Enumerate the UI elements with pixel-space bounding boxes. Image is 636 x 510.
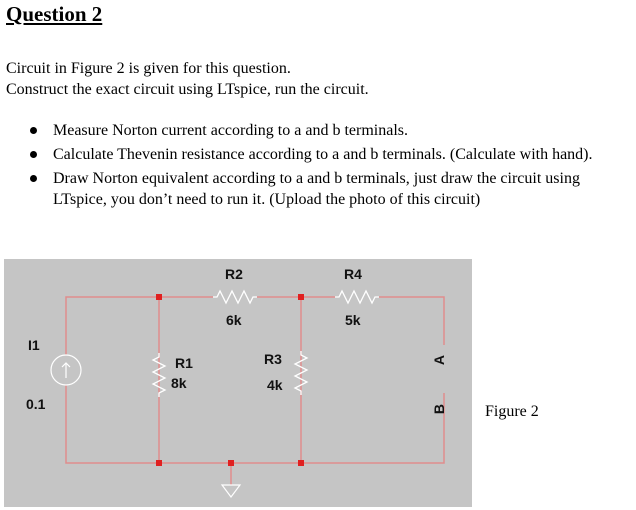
junction-node [228, 460, 234, 466]
junction-node [156, 294, 162, 300]
r1-name: R1 [175, 355, 193, 371]
r4-value: 5k [345, 312, 361, 328]
intro-line-1: Circuit in Figure 2 is given for this question. [6, 60, 291, 77]
bullet-icon [30, 175, 37, 182]
question-title: Question 2 [6, 2, 103, 26]
bullet-icon [30, 127, 37, 134]
task-list [0, 120, 636, 213]
r2-value: 6k [226, 312, 242, 328]
r3-name: R3 [264, 351, 282, 367]
source-value: 0.1 [26, 396, 46, 412]
figure-caption: Figure 2 [485, 403, 539, 420]
r3-value: 4k [267, 377, 283, 393]
junction-node [298, 460, 304, 466]
r2-name: R2 [225, 266, 243, 282]
junction-node [156, 460, 162, 466]
task-item: Measure Norton current according to a and b terminals. [0, 120, 636, 141]
task-item: Draw Norton equivalent according to a and b terminals, just draw the circuit using LTspice, you don’t need to run it. (Upload the photo of this circuit) [0, 168, 636, 210]
terminal-b-label: B [431, 403, 447, 415]
intro-text [6, 58, 369, 100]
task-item: Calculate Thevenin resistance according to a and b terminals. (Calculate with hand). [0, 144, 636, 165]
circuit-figure [4, 259, 472, 507]
r1-value: 8k [171, 375, 187, 391]
intro-line-2: Construct the exact circuit using LTspice, run the circuit. [6, 81, 369, 98]
source-name: I1 [28, 337, 40, 353]
r4-name: R4 [344, 266, 362, 282]
bullet-icon [30, 151, 37, 158]
junction-node [298, 294, 304, 300]
terminal-a-label: A [431, 354, 447, 366]
